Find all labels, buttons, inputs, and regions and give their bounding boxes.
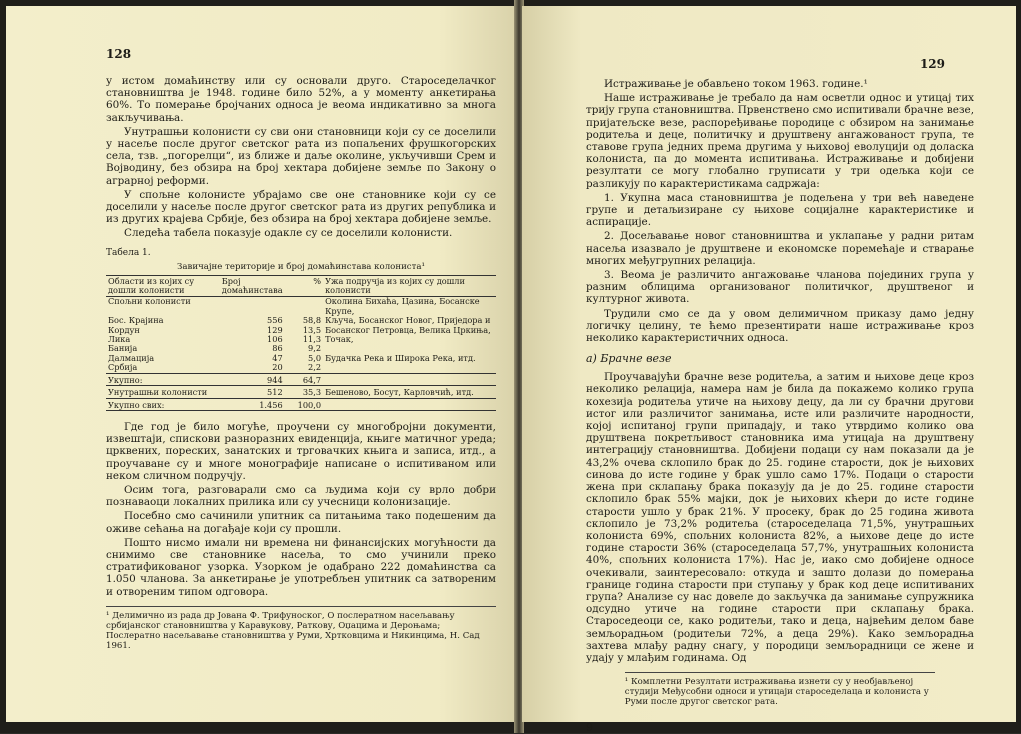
paragraph: Наше истраживање је требало да нам осветли однос и утицај тих трију група становништва. Првенствено смо испитивали брачне везе, пријатељске везе, распоређивање породице с обзиром на занимање родитеља и деце, политичку и друштвену ангажованост група, те ставове група једних према другима у њиховој еволуцији од доласка колониста, па до момента испитивања. Истраживање и добијени резултати се могу глобално груписати у три одељка који се разликују по карактеристикама садржаја: <box>586 92 974 190</box>
table-header: Број домаћинстава <box>221 275 283 296</box>
table-cell: 512 <box>220 386 285 398</box>
table-cell: Околина Бихаћа, Цазина, Босанске Крупе, <box>325 296 480 316</box>
table-row <box>106 297 496 316</box>
table-row <box>106 354 496 363</box>
table-cell: Банија <box>108 343 138 354</box>
paragraph: у истом домаћинству или су основали друго. Староседелачког становништва је 1948. године било 52%, а у моменту анкетирања 60%. То померање бројчаних односа је веома индикативно за многа закључивања. <box>106 75 496 124</box>
table-header: % <box>285 275 323 297</box>
table-cell: Кључа, Босанског Новог, Приједора и Босанског Петровца, Велика Цркиња, Точак, <box>325 315 491 345</box>
table-cell: 129 <box>267 324 283 335</box>
table-cell: 100,0 <box>285 398 323 410</box>
table-cell: Далмација <box>108 352 155 363</box>
table-cell: Укупно свих: <box>106 398 220 410</box>
table-cell: 13,5 <box>302 324 322 335</box>
paragraph: Следећа табела показује одакле су се доселили колонисти. <box>124 227 453 240</box>
table-grand-total-row <box>106 398 496 410</box>
table-cell: 556 <box>267 315 283 326</box>
table-cell: 11,3 <box>302 334 322 345</box>
paragraph: 2. Досељавање новог становништва и уклапање у радни ритам насеља изазвало је друштвене и економске поремећаје и стварање многих међугрупних релација. <box>586 230 974 267</box>
table-caption: Табела 1. <box>106 247 151 258</box>
paragraph: Пошто нисмо имали ни времена ни финансијских могућности да снимимо све становнике насеља, то смо учинили преко стратификованог узорка. Узорком је одабрано 222 домаћинства са 1.050 чланова. За анкетирање је употребљен упитник са затвореним и отвореним типом одговора. <box>106 536 496 598</box>
table-cell: 944 <box>220 373 285 385</box>
table-cell: 5,0 <box>308 352 322 363</box>
table-cell: 47 <box>272 352 283 363</box>
table-cell: 1.456 <box>220 398 285 410</box>
section-heading: а) Брачне везе <box>586 352 672 366</box>
paragraph: 3. Веома је различито ангажовање чланова појединих група у разним облицима организованог политичког, друштвеног и културног живота. <box>586 269 974 306</box>
table-header-row <box>106 275 496 297</box>
table-cell: 20 <box>272 362 283 373</box>
left-text-column <box>106 75 496 651</box>
table-cell: Лика <box>108 334 131 345</box>
table-cell: Укупно: <box>106 373 220 385</box>
colonists-table <box>106 275 496 411</box>
paragraph: Осим тога, разговарали смо са људима који су врло добри познаваоци локалних прилика или су учесници колонизације. <box>106 483 496 509</box>
table-cell <box>285 297 323 316</box>
table-cell: Спољни колонисти <box>108 296 191 307</box>
table-total-row <box>106 373 496 385</box>
table-cell <box>323 373 496 385</box>
table-cell: 58,8 <box>302 315 322 326</box>
table-header: Области из којих су дошли колонисти <box>106 275 220 297</box>
left-page-number: 128 <box>106 47 132 61</box>
table-title: Завичајне територије и број домаћинстава колониста¹ <box>177 261 425 272</box>
right-footnote: ¹ Комплетни Резултати истраживања изнети су у необјављеној студији Међусобни односи и утицаји староседелаца и колониста у Руми после другог светског рата. <box>625 672 935 707</box>
paragraph: Посебно смо сачинили упитник са питањима тако подешеним да оживе сећања на догађаје који су прошли. <box>106 510 496 535</box>
paragraph: Где год је било могуће, проучени су многобројни документи, извештаји, спискови разноразних евиденција, књиге матичног уреда; црквених, пореских, занатских и трговачких књига и записа, итд., а проучаване су и многе монографије написане о испитиваном или неком сличном подручју. <box>106 420 496 482</box>
table-cell: Србија <box>108 362 138 373</box>
table-cell: Унутрашњи колонисти <box>106 386 220 398</box>
paragraph: Трудили смо се да у овом делимичном приказу дамо једну логичку целину, те ћемо презентирати наше истраживање кроз неколико карактеристичних односа. <box>586 307 974 345</box>
table-cell: 106 <box>267 334 283 345</box>
right-text-column <box>586 78 974 734</box>
table-cell: 2,2 <box>308 362 322 373</box>
table-cell: Бос. Крајина <box>108 315 164 326</box>
paragraph: Проучавајући брачне везе родитеља, а затим и њихове деце кроз неколико релација, намера нам је била да покажемо колико група кохезија родитеља утиче на њихову децу, да ли су брачни другови истог или различитог занимања, исте или различите народности, којој испитаној групи припадају, и тако утврдимо колико ова друштвена покретљивост становника има утицаја на друштвену интеграцију становништва. Добијени подаци су нам показали да је 43,2% очева склопило брак до 25. године старости, док је њихових синова до исте године у брак ушло само 17%. Подаци о старости жена при склапању брака показују да је до 25. године старости склопило брак 55% мајки, док је њихових кћери до исте године старости ушло у брак 21%. У просеку, брак до 25 година живота склопило је 73,2% родитеља (староседелаца 71,5%, унутрашњих колониста 69%, спољних колониста 82%, а њихове деце до исте године старости 36% (староседелаца 57,7%, унутрашњих колониста 40%, спољних колониста 17%). Нас је, иако смо добијене односе очекивали, заинтересовало: откуда и зашто долази до померања границе година старости при ступању у брак код деце испитиваних група? Анализе су нас довеле до закључка да занимање супружника одсудно утиче на године старости при склапању брака. Староседеоци се, како родитељи, тако и деца, највећим делом баве земљорадњом (родитељи 72%, а деца 29%). Како земљорадња захтева млађу радну снагу, у породици земљорадници се жене и удају у млађим годинама. Од <box>586 371 974 664</box>
table-cell <box>323 398 496 410</box>
paragraph: 1. Укупна маса становништва је подељена у три већ наведене групе и детаљизиране су њихове социјалне карактеристике и аспирације. <box>586 191 974 229</box>
table-cell: Бешеново, Босут, Карловчић, итд. <box>323 386 496 398</box>
paragraph: Унутрашњи колонисти су сви они становници који су се доселили у насеље после другог светског рата из попаљених фрушкогорских села, тзв. „погорелци“, из ближе и даље околине, укључивши Срем и Војводину, без обзира на број хектара добијене земље по Закону о аграрној реформи. <box>106 125 496 187</box>
table-cell: 35,3 <box>285 386 323 398</box>
table-cell: 9,2 <box>308 343 322 354</box>
paragraph: Истраживање је обављено током 1963. године.¹ <box>604 78 868 90</box>
table-header: Ужа подручја из којих су дошли колонисти <box>323 275 496 297</box>
table-cell <box>220 297 285 316</box>
paragraph: У спољне колонисте убрајамо све оне становнике који су се доселили у насеље после другог светског рата из других република и из других крајева Србије, без обзира на број хектара добијене земље. <box>106 188 496 226</box>
table-cell: 86 <box>272 343 283 354</box>
table-internal-row <box>106 386 496 398</box>
table-cell: 64,7 <box>285 373 323 385</box>
table-row <box>106 316 496 325</box>
left-footnote: ¹ Делимично из рада др Јована Ф. Трифуноског, О послератном насељавању србијанског становништва у Каравукову, Раткову, Оџацима и Дерoњама; Послератно насељавање становништва у Руми, Хртковцима и Никинцима, Н. Сад 1961. <box>106 606 496 651</box>
bottom-sheet-number: 9 <box>586 721 593 734</box>
right-page-number: 129 <box>919 57 945 71</box>
table-cell: Кордун <box>108 324 140 335</box>
table-cell: Будачка Река и Широка Река, итд. <box>325 352 476 363</box>
